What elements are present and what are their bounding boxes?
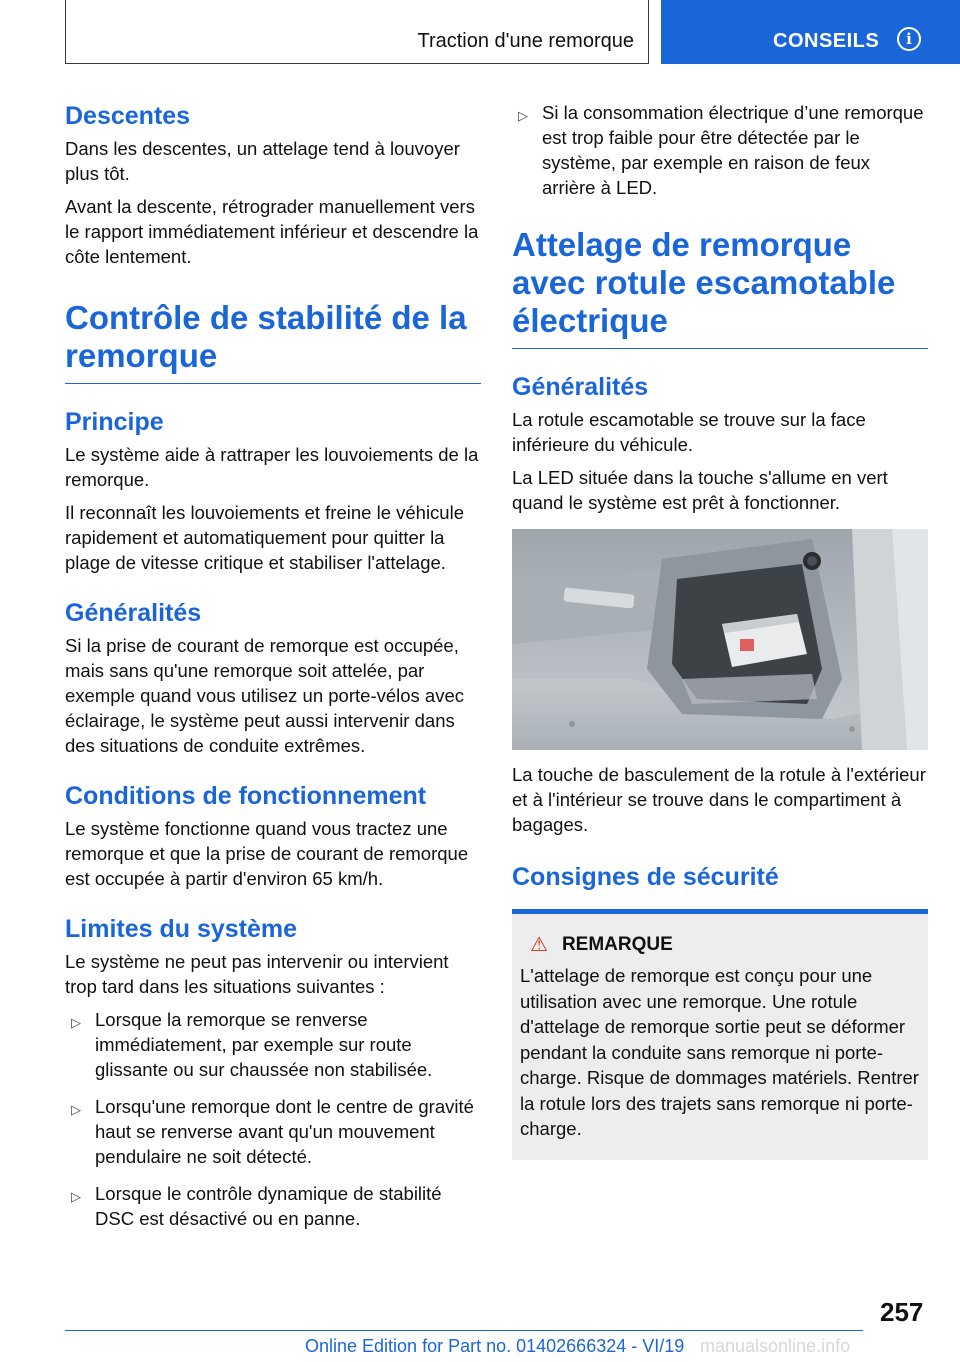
- heading-consignes: Consignes de sécurité: [512, 863, 779, 891]
- heading-attelage: Attelage de remorque avec rotule escamotable électrique: [512, 226, 928, 349]
- list-item: ▷ Lorsque le contrôle dynamique de stabilité DSC est désactivé ou en panne.: [71, 1183, 442, 1229]
- triangle-bullet-icon: ▷: [71, 1102, 81, 1117]
- heading-descentes: Descentes: [65, 102, 191, 130]
- header-section-tab[interactable]: [661, 0, 960, 64]
- header-title: Traction d'une remorque: [417, 30, 634, 52]
- footer-edition: Online Edition for Part no. 01402666324 - VI/19: [305, 1336, 685, 1356]
- paragraph: Dans les descentes, un attelage tend à louvoyer plus tôt.: [65, 138, 460, 184]
- heading-generalites-right: Généralités: [512, 373, 649, 401]
- paragraph: Si la prise de courant de remorque est occupée, mais sans qu'une remorque soit attelée, par exemple quand vous utilisez un porte-vélos avec éclairage, le système peut aussi intervenir dans des situations de conduite extrêmes.: [65, 635, 465, 756]
- warning-box: [512, 909, 928, 1160]
- triangle-bullet-icon: ▷: [71, 1189, 81, 1204]
- heading-principe: Principe: [65, 408, 164, 436]
- heading-conditions: Conditions de fonctionnement: [65, 782, 427, 810]
- heading-limites: Limites du système: [65, 915, 298, 943]
- warning-text: L'attelage de remorque est conçu pour une utilisation avec une remorque. Une rotule d'attelage de remorque sortie peut se déformer pendant la conduite sans remorque ni porte-charge. Risque de dommages matériels. Rentrer la rotule lors des trajets sans remorque ni porte-charge.: [520, 965, 919, 1139]
- paragraph: Le système ne peut pas intervenir ou intervient trop tard dans les situations suivantes :: [65, 951, 449, 997]
- paragraph: Il reconnaît les louvoiements et freine le véhicule rapidement et automatiquement pour quitter la plage de vitesse critique et stabiliser l'attelage.: [65, 502, 464, 573]
- footer-divider: [65, 1330, 863, 1331]
- triangle-bullet-icon: ▷: [518, 108, 528, 123]
- trunk-compartment-photo: [512, 529, 928, 750]
- footer-watermark: manualsonline.info: [700, 1336, 851, 1356]
- left-column: [65, 100, 481, 1243]
- heading-controle-stabilite: Contrôle de stabilité de la remorque: [65, 299, 481, 384]
- right-column: [512, 100, 928, 1160]
- list-item: ▷ Lorsque la remorque se renverse immédiatement, par exemple sur route glissante ou sur chaussée non stabilisée.: [71, 1009, 433, 1080]
- figure-caption: La touche de basculement de la rotule à l'extérieur et à l'intérieur se trouve dans le compartiment à bagages.: [512, 764, 926, 835]
- list-item: ▷ Lorsqu'une remorque dont le centre de gravité haut se renverse avant qu'un mouvement pendulaire ne soit détecté.: [71, 1096, 474, 1167]
- section-label: CONSEILS: [773, 30, 880, 52]
- heading-generalites: Généralités: [65, 599, 202, 627]
- triangle-bullet-icon: ▷: [71, 1015, 81, 1030]
- page-number: 257: [880, 1297, 924, 1327]
- header-title-box: [65, 0, 649, 64]
- paragraph: Avant la descente, rétrograder manuellement vers le rapport immédiatement inférieur et descendre la côte lentement.: [65, 196, 479, 267]
- continued-list: [512, 100, 928, 200]
- paragraph: Le système aide à rattraper les louvoiements de la remorque.: [65, 444, 479, 490]
- trunk-compartment-illustration: [512, 529, 928, 750]
- warning-triangle-icon: ⚠: [530, 934, 548, 956]
- warning-header: [520, 932, 920, 957]
- paragraph: Le système fonctionne quand vous tractez une remorque et que la prise de courant de remorque est occupée à partir d'environ 65 km/h.: [65, 818, 469, 889]
- paragraph: La rotule escamotable se trouve sur la face inférieure du véhicule.: [512, 409, 866, 455]
- list-item: ▷ Si la consommation électrique d’une remorque est trop faible pour être détectée par le système, par exemple en raison de feux arrière à LED.: [518, 102, 924, 198]
- limites-list: [65, 1007, 481, 1231]
- warning-label: REMARQUE: [561, 933, 673, 955]
- paragraph: La LED située dans la touche s'allume en vert quand le système est prêt à fonctionner.: [512, 467, 888, 513]
- info-icon: i: [897, 27, 921, 51]
